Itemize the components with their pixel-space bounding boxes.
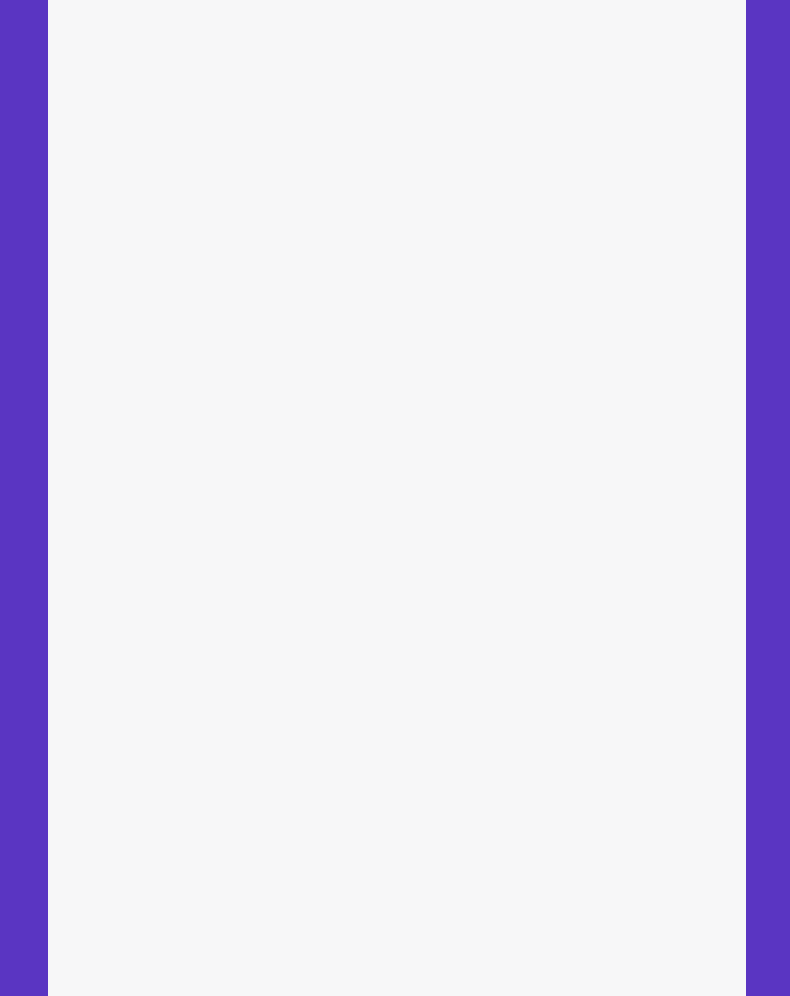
page [48,0,746,996]
